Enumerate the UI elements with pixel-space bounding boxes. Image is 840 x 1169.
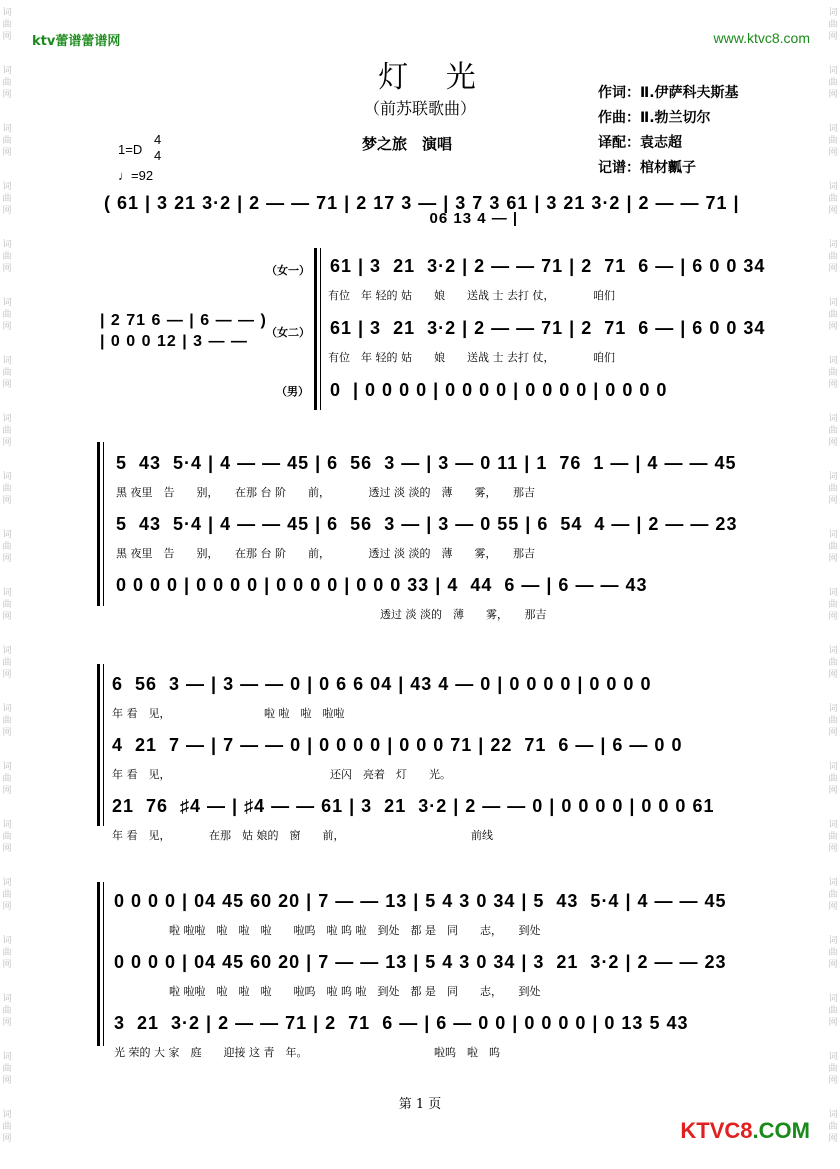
site-logo [680, 1118, 810, 1144]
side-watermark-char: 词 [828, 1052, 838, 1062]
right-side-watermark [826, 0, 840, 1169]
side-watermark-char: 曲 [2, 832, 12, 842]
intro-line: ( 61 | 3 21 3·2 | 2 — — 71 | 2 17 3 — | 3 7 3 61 | 3 21 3·2 | 2 — — 71 | [104, 193, 740, 213]
tempo-marking: ♩=92 [118, 168, 154, 183]
side-watermark-char: 网 [2, 786, 12, 796]
side-watermark-char: 曲 [828, 1122, 838, 1132]
time-signature [154, 132, 161, 164]
side-watermark-char: 曲 [828, 1064, 838, 1074]
side-watermark-char: 曲 [828, 136, 838, 146]
side-watermark-char: 曲 [2, 600, 12, 610]
intro-continuation-bottom: | 0 0 0 12 | 3 — — [100, 333, 248, 350]
side-watermark-char: 曲 [828, 484, 838, 494]
system2-brace-inner [103, 442, 104, 606]
side-watermark-char: 词 [828, 356, 838, 366]
system2-brace [97, 442, 100, 606]
side-watermark-char: 网 [828, 438, 838, 448]
performer: 梦之旅 演唱 [362, 135, 453, 153]
side-watermark-char: 网 [2, 1018, 12, 1028]
side-watermark-char: 词 [828, 530, 838, 540]
side-watermark-char: 词 [828, 704, 838, 714]
side-watermark-char: 网 [2, 496, 12, 506]
side-watermark-char: 曲 [2, 484, 12, 494]
side-watermark-char: 曲 [828, 948, 838, 958]
side-watermark-char: 网 [828, 960, 838, 970]
side-watermark-char: 词 [2, 646, 12, 656]
side-watermark-char: 曲 [2, 716, 12, 726]
intro-continuation-top: | 2 71 6 — | 6 — — ) [100, 312, 267, 329]
left-side-watermark [0, 0, 14, 1169]
s4-line2-notes: 0 0 0 0 | 04 45 60 20 | 7 — — 13 | 5 4 3 0 34 | 3 21 3·2 | 2 — — 23 [114, 952, 727, 972]
side-watermark-char: 曲 [828, 194, 838, 204]
side-watermark-char: 词 [2, 530, 12, 540]
credit-translator: 译配：袁志超 [598, 135, 682, 151]
side-watermark-char: 曲 [2, 310, 12, 320]
credit-transcriber: 记谱：棺材瓤子 [598, 160, 696, 176]
side-watermark-char: 词 [2, 1110, 12, 1120]
side-watermark-char: 网 [828, 670, 838, 680]
logo-text-b: .COM [752, 1118, 810, 1143]
s1-female2-lyrics: 有位 年 轻的 姑 娘 送战 士 去打 仗， 咱们 [328, 351, 615, 364]
voice-label-female2: （女二） [266, 326, 310, 339]
side-watermark-char: 网 [2, 728, 12, 738]
side-watermark-char: 曲 [2, 426, 12, 436]
side-watermark-char: 网 [2, 612, 12, 622]
side-watermark-char: 曲 [828, 890, 838, 900]
s3-line1-notes: 6 56 3 — | 3 — — 0 | 0 6 6 04 | 43 4 — 0 | 0 0 0 0 | 0 0 0 0 [112, 674, 652, 694]
intro-line-lower: 06 13 4 — | [104, 210, 519, 227]
side-watermark-char: 词 [828, 762, 838, 772]
side-watermark-char: 词 [828, 994, 838, 1004]
side-watermark-char: 网 [2, 1134, 12, 1144]
side-watermark-char: 词 [2, 240, 12, 250]
side-watermark-char: 曲 [828, 542, 838, 552]
side-watermark-char: 网 [2, 438, 12, 448]
side-watermark-char: 词 [2, 820, 12, 830]
side-watermark-char: 网 [828, 90, 838, 100]
side-watermark-char: 曲 [828, 658, 838, 668]
side-watermark-char: 词 [828, 1110, 838, 1120]
side-watermark-char: 词 [828, 414, 838, 424]
side-watermark-char: 网 [2, 380, 12, 390]
s2-line1-notes: 5 43 5·4 | 4 — — 45 | 6 56 3 — | 3 — 0 11 | 1 76 1 — | 4 — — 45 [116, 453, 737, 473]
credit-lyricist: 作词：Ⅱ.伊萨科夫斯基 [598, 85, 739, 101]
side-watermark-char: 曲 [828, 600, 838, 610]
s1-female2-notes: 61 | 3 21 3·2 | 2 — — 71 | 2 71 6 — | 6 0 0 34 [330, 318, 766, 338]
side-watermark-char: 网 [828, 1134, 838, 1144]
side-watermark-char: 网 [828, 902, 838, 912]
side-watermark-char: 网 [828, 32, 838, 42]
side-watermark-char: 曲 [828, 252, 838, 262]
side-watermark-char: 词 [2, 994, 12, 1004]
song-subtitle: （前苏联歌曲） [363, 99, 476, 118]
system4-brace-inner [103, 882, 104, 1046]
side-watermark-char: 网 [828, 554, 838, 564]
side-watermark-char: 词 [2, 298, 12, 308]
side-watermark-char: 词 [828, 878, 838, 888]
side-watermark-char: 曲 [2, 78, 12, 88]
side-watermark-char: 词 [828, 298, 838, 308]
system3-brace-inner [103, 664, 104, 826]
s4-line3-notes: 3 21 3·2 | 2 — — 71 | 2 71 6 — | 6 — 0 0 | 0 0 0 0 | 0 13 5 43 [114, 1013, 689, 1033]
s2-line3-lyrics: 透过 淡 淡的 薄 雾， 那吉 [116, 608, 547, 621]
s3-line1-lyrics: 年 看 见， 啦 啦 啦 啦啦 [112, 707, 345, 720]
site-watermark-left: ktv蕾谱蕾谱网 [32, 34, 121, 49]
side-watermark-char: 词 [2, 704, 12, 714]
side-watermark-char: 词 [2, 588, 12, 598]
s2-line1-lyrics: 黑 夜里 告 别， 在那 台 阶 前， 透过 淡 淡的 薄 雾， 那吉 [116, 486, 535, 499]
side-watermark-char: 曲 [2, 948, 12, 958]
side-watermark-char: 网 [828, 264, 838, 274]
side-watermark-char: 网 [828, 844, 838, 854]
s3-line3-lyrics: 年 看 见， 在那 姑 娘的 窗 前， 前线 [112, 829, 493, 842]
side-watermark-char: 词 [828, 472, 838, 482]
side-watermark-char: 网 [2, 206, 12, 216]
side-watermark-char: 网 [2, 844, 12, 854]
side-watermark-char: 网 [2, 670, 12, 680]
side-watermark-char: 网 [828, 786, 838, 796]
side-watermark-char: 词 [2, 878, 12, 888]
time-sig-bottom: 4 [154, 148, 162, 163]
side-watermark-char: 曲 [828, 426, 838, 436]
side-watermark-char: 词 [2, 472, 12, 482]
credit-composer: 作曲：Ⅱ.勃兰切尔 [598, 110, 711, 126]
side-watermark-char: 词 [2, 8, 12, 18]
side-watermark-char: 曲 [2, 194, 12, 204]
system-brace [314, 248, 317, 410]
side-watermark-char: 词 [828, 66, 838, 76]
s2-line3-notes: 0 0 0 0 | 0 0 0 0 | 0 0 0 0 | 0 0 0 33 | 4 44 6 — | 6 — — 43 [116, 575, 648, 595]
s4-line3-lyrics: 光 荣的 大 家 庭 迎接 这 青 年。 啦呜 啦 呜 [114, 1046, 500, 1059]
side-watermark-char: 词 [828, 124, 838, 134]
side-watermark-char: 曲 [828, 716, 838, 726]
side-watermark-char: 词 [2, 414, 12, 424]
s4-line1-notes: 0 0 0 0 | 04 45 60 20 | 7 — — 13 | 5 4 3 0 34 | 5 43 5·4 | 4 — — 45 [114, 891, 727, 911]
system3-brace [97, 664, 100, 826]
s2-line2-lyrics: 黑 夜里 告 别， 在那 台 阶 前， 透过 淡 淡的 薄 雾， 那吉 [116, 547, 535, 560]
site-watermark-right: www.ktvc8.com [713, 30, 810, 46]
voice-label-male: （男） [276, 385, 309, 398]
logo-text-a: KTVC8 [680, 1118, 753, 1143]
side-watermark-char: 词 [2, 124, 12, 134]
side-watermark-char: 曲 [2, 890, 12, 900]
side-watermark-char: 词 [2, 66, 12, 76]
side-watermark-char: 网 [2, 264, 12, 274]
side-watermark-char: 词 [828, 646, 838, 656]
side-watermark-char: 词 [828, 8, 838, 18]
side-watermark-char: 网 [828, 380, 838, 390]
s1-female1-notes: 61 | 3 21 3·2 | 2 — — 71 | 2 71 6 — | 6 0 0 34 [330, 256, 766, 276]
side-watermark-char: 词 [828, 820, 838, 830]
side-watermark-char: 网 [828, 1076, 838, 1086]
side-watermark-char: 曲 [828, 1006, 838, 1016]
side-watermark-char: 曲 [2, 774, 12, 784]
side-watermark-char: 曲 [2, 20, 12, 30]
side-watermark-char: 网 [828, 1018, 838, 1028]
voice-label-female1: （女一） [266, 264, 310, 277]
side-watermark-char: 词 [2, 936, 12, 946]
song-title: 灯 光 [378, 60, 490, 95]
side-watermark-char: 网 [2, 32, 12, 42]
side-watermark-char: 曲 [2, 1064, 12, 1074]
side-watermark-char: 网 [828, 612, 838, 622]
side-watermark-char: 词 [2, 356, 12, 366]
side-watermark-char: 网 [828, 322, 838, 332]
s4-line2-lyrics: 啦 啦啦 啦 啦 啦 啦呜 啦 呜 啦 到处 都 是 同 志， 到处 [114, 985, 541, 998]
side-watermark-char: 网 [2, 902, 12, 912]
side-watermark-char: 网 [2, 1076, 12, 1086]
side-watermark-char: 词 [2, 762, 12, 772]
side-watermark-char: 词 [828, 240, 838, 250]
side-watermark-char: 网 [828, 496, 838, 506]
side-watermark-char: 曲 [828, 78, 838, 88]
side-watermark-char: 曲 [828, 20, 838, 30]
side-watermark-char: 网 [2, 322, 12, 332]
side-watermark-char: 曲 [2, 136, 12, 146]
side-watermark-char: 网 [828, 206, 838, 216]
side-watermark-char: 曲 [828, 368, 838, 378]
side-watermark-char: 词 [828, 936, 838, 946]
s3-line2-lyrics: 年 看 见， 还闪 亮着 灯 光。 [112, 768, 451, 781]
side-watermark-char: 词 [2, 182, 12, 192]
s3-line2-notes: 4 21 7 — | 7 — — 0 | 0 0 0 0 | 0 0 0 71 | 22 71 6 — | 6 — 0 0 [112, 735, 683, 755]
time-sig-top: 4 [154, 132, 162, 147]
s2-line2-notes: 5 43 5·4 | 4 — — 45 | 6 56 3 — | 3 — 0 55 | 6 54 4 — | 2 — — 23 [116, 514, 738, 534]
side-watermark-char: 网 [2, 90, 12, 100]
side-watermark-char: 词 [828, 182, 838, 192]
side-watermark-char: 曲 [828, 832, 838, 842]
side-watermark-char: 网 [2, 148, 12, 158]
key-signature: 1=D [118, 142, 143, 157]
page-number: 第 1 页 [398, 1097, 442, 1112]
side-watermark-char: 词 [2, 1052, 12, 1062]
side-watermark-char: 曲 [2, 658, 12, 668]
side-watermark-char: 网 [828, 728, 838, 738]
system4-brace [97, 882, 100, 1046]
side-watermark-char: 曲 [828, 774, 838, 784]
system-brace-inner [320, 248, 321, 410]
s4-line1-lyrics: 啦 啦啦 啦 啦 啦 啦呜 啦 呜 啦 到处 都 是 同 志， 到处 [114, 924, 541, 937]
side-watermark-char: 曲 [828, 310, 838, 320]
side-watermark-char: 网 [828, 148, 838, 158]
side-watermark-char: 曲 [2, 368, 12, 378]
side-watermark-char: 曲 [2, 1122, 12, 1132]
side-watermark-char: 词 [828, 588, 838, 598]
side-watermark-char: 曲 [2, 252, 12, 262]
side-watermark-char: 网 [2, 960, 12, 970]
s1-male-notes: 0 | 0 0 0 0 | 0 0 0 0 | 0 0 0 0 | 0 0 0 0 [330, 380, 668, 400]
side-watermark-char: 曲 [2, 542, 12, 552]
side-watermark-char: 曲 [2, 1006, 12, 1016]
side-watermark-char: 网 [2, 554, 12, 564]
s3-line3-notes: 21 76 ♯4 — | ♯4 — — 61 | 3 21 3·2 | 2 — — 0 | 0 0 0 0 | 0 0 0 61 [112, 796, 715, 816]
s1-female1-lyrics: 有位 年 轻的 姑 娘 送战 士 去打 仗， 咱们 [328, 289, 615, 302]
